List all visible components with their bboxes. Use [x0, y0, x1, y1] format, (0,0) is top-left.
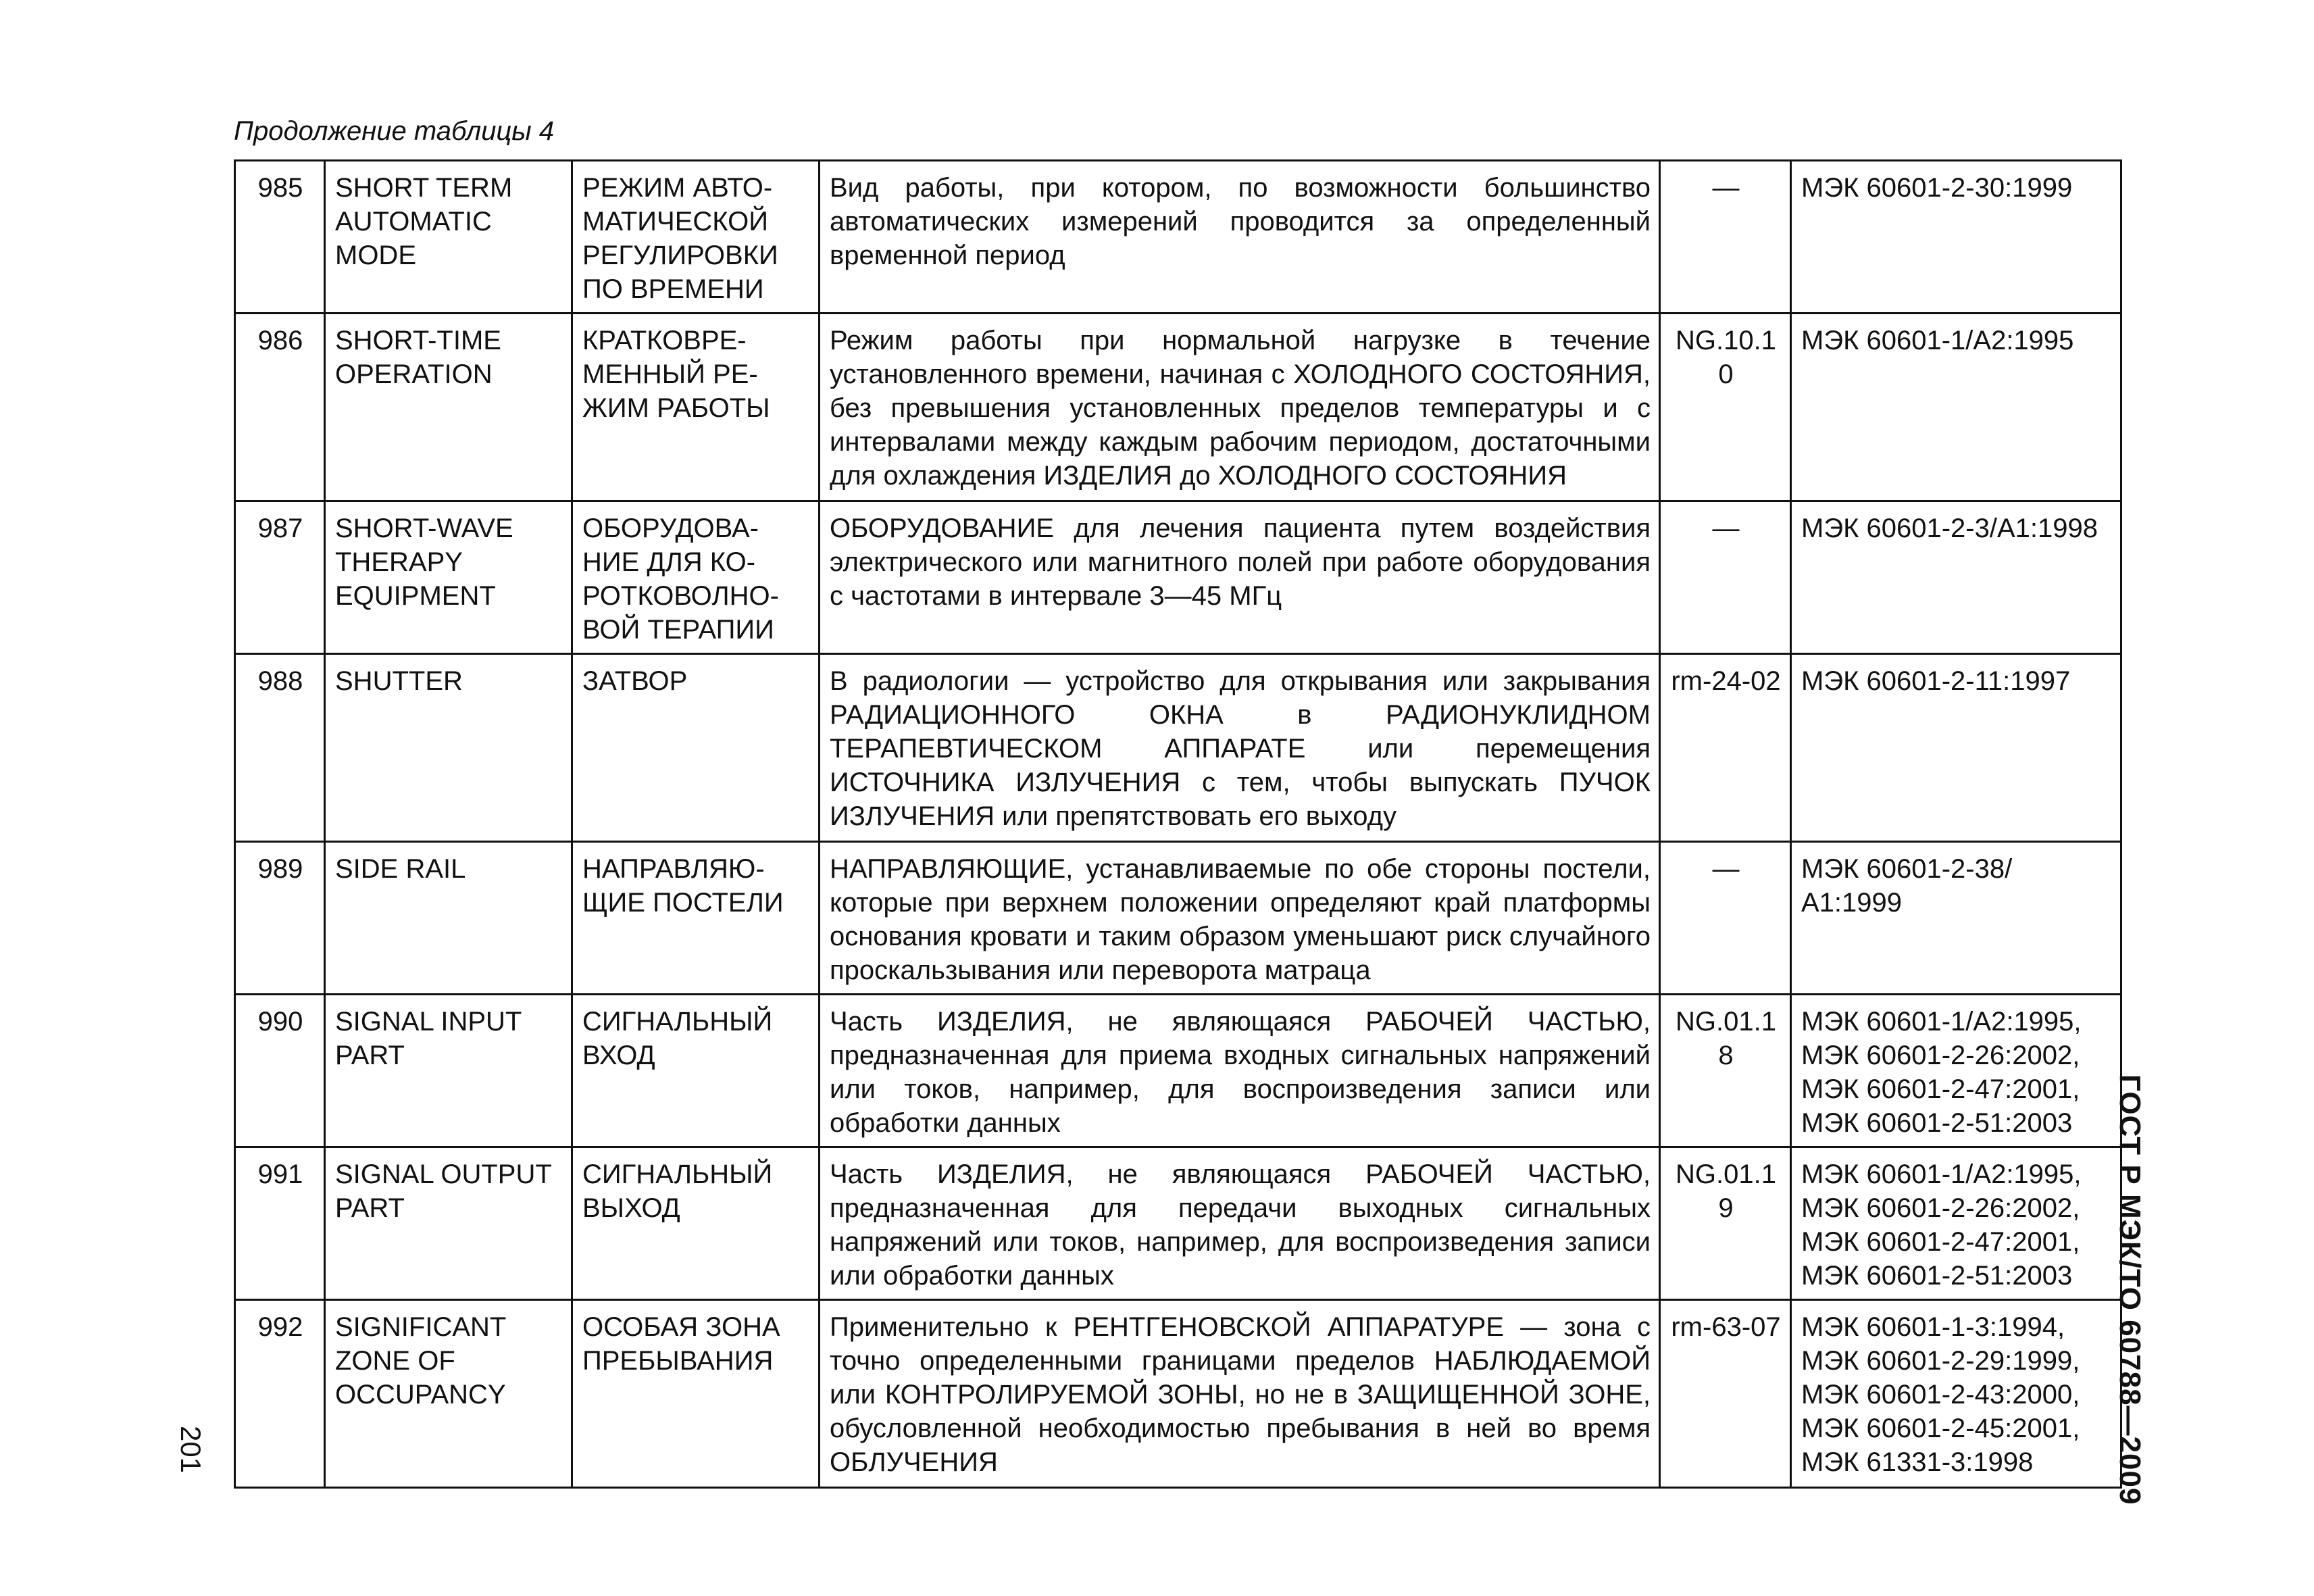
term-code: NG.01.18	[1660, 995, 1791, 1147]
term-english: SHORT-TIME OPERATION	[325, 314, 572, 501]
term-references	[1791, 1147, 2121, 1300]
table-row	[235, 314, 2121, 501]
term-number: 985	[235, 161, 325, 314]
term-russian: ЗАТВОР	[572, 654, 820, 842]
table-row	[235, 1300, 2121, 1488]
reference-standard: МЭК 60601-2-26:2002,	[1801, 1041, 2080, 1070]
term-english: SIDE RAIL	[325, 842, 572, 995]
term-definition: В радиологии — устройство для открывания или закрывания РАДИАЦИОННОГО ОКНА в РАДИОНУКЛИДНОМ ТЕРАПЕВТИЧЕСКОМ АППАРАТЕ или перемещения ИСТОЧНИКА ИЗЛУЧЕНИЯ с тем, чтобы выпускать ПУЧОК ИЗЛУЧЕНИЯ или препятствовать его выходу	[820, 654, 1660, 842]
term-number: 992	[235, 1300, 325, 1488]
term-code: rm-63-07	[1660, 1300, 1791, 1488]
term-english: SIGNAL OUTPUT PART	[325, 1147, 572, 1300]
page-number: 201	[175, 1426, 207, 1474]
term-code: NG.01.19	[1660, 1147, 1791, 1300]
term-references	[1791, 842, 2121, 995]
reference-standard: МЭК 60601-2-51:2003	[1801, 1108, 2073, 1138]
term-number: 990	[235, 995, 325, 1147]
term-references	[1791, 501, 2121, 654]
term-russian: ОСОБАЯ ЗОНА ПРЕБЫВАНИЯ	[572, 1300, 820, 1488]
reference-standard: МЭК 60601-1/А2:1995,	[1801, 1007, 2082, 1037]
reference-standard: МЭК 60601-2-30:1999	[1801, 173, 2073, 203]
reference-standard: МЭК 60601-1-3:1994,	[1801, 1312, 2065, 1342]
table-row	[235, 501, 2121, 654]
table-row	[235, 161, 2121, 314]
term-references	[1791, 161, 2121, 314]
terms-table-body	[235, 161, 2121, 1488]
term-definition: Часть ИЗДЕЛИЯ, не являющаяся РАБОЧЕЙ ЧАСТЬЮ, предназначенная для приема входных сигнальных напряжений или токов, например, для воспроизведения записи или обработки данных	[820, 995, 1660, 1147]
term-references	[1791, 654, 2121, 842]
term-number: 988	[235, 654, 325, 842]
reference-standard: МЭК 60601-2-47:2001,	[1801, 1074, 2080, 1104]
term-definition: ОБОРУДОВАНИЕ для лечения пациента путем воздействия электрического или магнитного полей при работе оборудования с частотами в интервале 3—45 МГц	[820, 501, 1660, 654]
reference-standard: МЭК 60601-2-3/А1:1998	[1801, 514, 2098, 543]
terms-table	[234, 159, 2122, 1489]
term-references	[1791, 1300, 2121, 1488]
term-english: SHUTTER	[325, 654, 572, 842]
term-number: 987	[235, 501, 325, 654]
table-row	[235, 654, 2121, 842]
term-definition: Режим работы при нормальной нагрузке в течение установленного времени, начиная с ХОЛОДНОГО СОСТОЯНИЯ, без превышения установленных пределов температуры и с интервалами между каждым рабочим периодом, достаточными для охлаждения ИЗДЕЛИЯ до ХОЛОДНОГО СОСТОЯНИЯ	[820, 314, 1660, 501]
term-number: 991	[235, 1147, 325, 1300]
term-definition: Применительно к РЕНТГЕНОВСКОЙ АППАРАТУРЕ — зона с точно определенными границами пределов НАБЛЮДАЕМОЙ или КОНТРОЛИРУЕМОЙ ЗОНЫ, но не в ЗАЩИЩЕННОЙ ЗОНЕ, обусловленной необходимостью пребывания в ней во время ОБЛУЧЕНИЯ	[820, 1300, 1660, 1488]
reference-standard: МЭК 60601-2-38/А1:1999	[1801, 854, 2013, 918]
term-code: —	[1660, 501, 1791, 654]
term-english: SHORT TERM AUTOMATIC MODE	[325, 161, 572, 314]
reference-standard: МЭК 60601-2-11:1997	[1801, 666, 2071, 696]
term-russian: СИГНАЛЬНЫЙ ВЫХОД	[572, 1147, 820, 1300]
term-code: NG.10.10	[1660, 314, 1791, 501]
reference-standard: МЭК 60601-2-29:1999,	[1801, 1346, 2080, 1376]
term-english: SIGNIFICANT ZONE OF OCCUPANCY	[325, 1300, 572, 1488]
term-code: —	[1660, 161, 1791, 314]
document-designation: ГОСТ Р МЭК/ТО 60788—2009	[2113, 1074, 2146, 1505]
term-number: 989	[235, 842, 325, 995]
term-references	[1791, 314, 2121, 501]
term-russian: РЕЖИМ АВТО-МАТИЧЕСКОЙ РЕГУЛИРОВКИ ПО ВРЕМЕНИ	[572, 161, 820, 314]
term-definition: Часть ИЗДЕЛИЯ, не являющаяся РАБОЧЕЙ ЧАСТЬЮ, предназначенная для передачи выходных сигнальных напряжений или токов, например, для воспроизведения записи или обработки данных	[820, 1147, 1660, 1300]
reference-standard: МЭК 60601-2-47:2001,	[1801, 1227, 2080, 1257]
table-row	[235, 995, 2121, 1147]
term-references	[1791, 995, 2121, 1147]
reference-standard: МЭК 60601-2-43:2000,	[1801, 1380, 2080, 1410]
term-russian: ОБОРУДОВА-НИЕ ДЛЯ КО-РОТКОВОЛНО-ВОЙ ТЕРАПИИ	[572, 501, 820, 654]
term-number: 986	[235, 314, 325, 501]
term-russian: КРАТКОВРЕ-МЕННЫЙ РЕ-ЖИМ РАБОТЫ	[572, 314, 820, 501]
term-definition: НАПРАВЛЯЮЩИЕ, устанавливаемые по обе стороны постели, которые при верхнем положении определяют край платформы основания кровати и таким образом уменьшают риск случайного проскальзывания или переворота матраца	[820, 842, 1660, 995]
table-row	[235, 842, 2121, 995]
reference-standard: МЭК 60601-1/А2:1995	[1801, 326, 2074, 355]
table-continuation-caption: Продолжение таблицы 4	[234, 116, 555, 146]
term-english: SIGNAL INPUT PART	[325, 995, 572, 1147]
reference-standard: МЭК 60601-2-51:2003	[1801, 1261, 2073, 1291]
term-definition: Вид работы, при котором, по возможности большинство автоматических измерений проводится за определенный временной период	[820, 161, 1660, 314]
reference-standard: МЭК 60601-2-26:2002,	[1801, 1193, 2080, 1223]
term-code: —	[1660, 842, 1791, 995]
term-code: rm-24-02	[1660, 654, 1791, 842]
reference-standard: МЭК 61331-3:1998	[1801, 1447, 2034, 1477]
reference-standard: МЭК 60601-1/А2:1995,	[1801, 1159, 2082, 1189]
term-russian: СИГНАЛЬНЫЙ ВХОД	[572, 995, 820, 1147]
table-row	[235, 1147, 2121, 1300]
term-english: SHORT-WAVE THERAPY EQUIPMENT	[325, 501, 572, 654]
reference-standard: МЭК 60601-2-45:2001,	[1801, 1414, 2080, 1443]
term-russian: НАПРАВЛЯЮ-ЩИЕ ПОСТЕЛИ	[572, 842, 820, 995]
